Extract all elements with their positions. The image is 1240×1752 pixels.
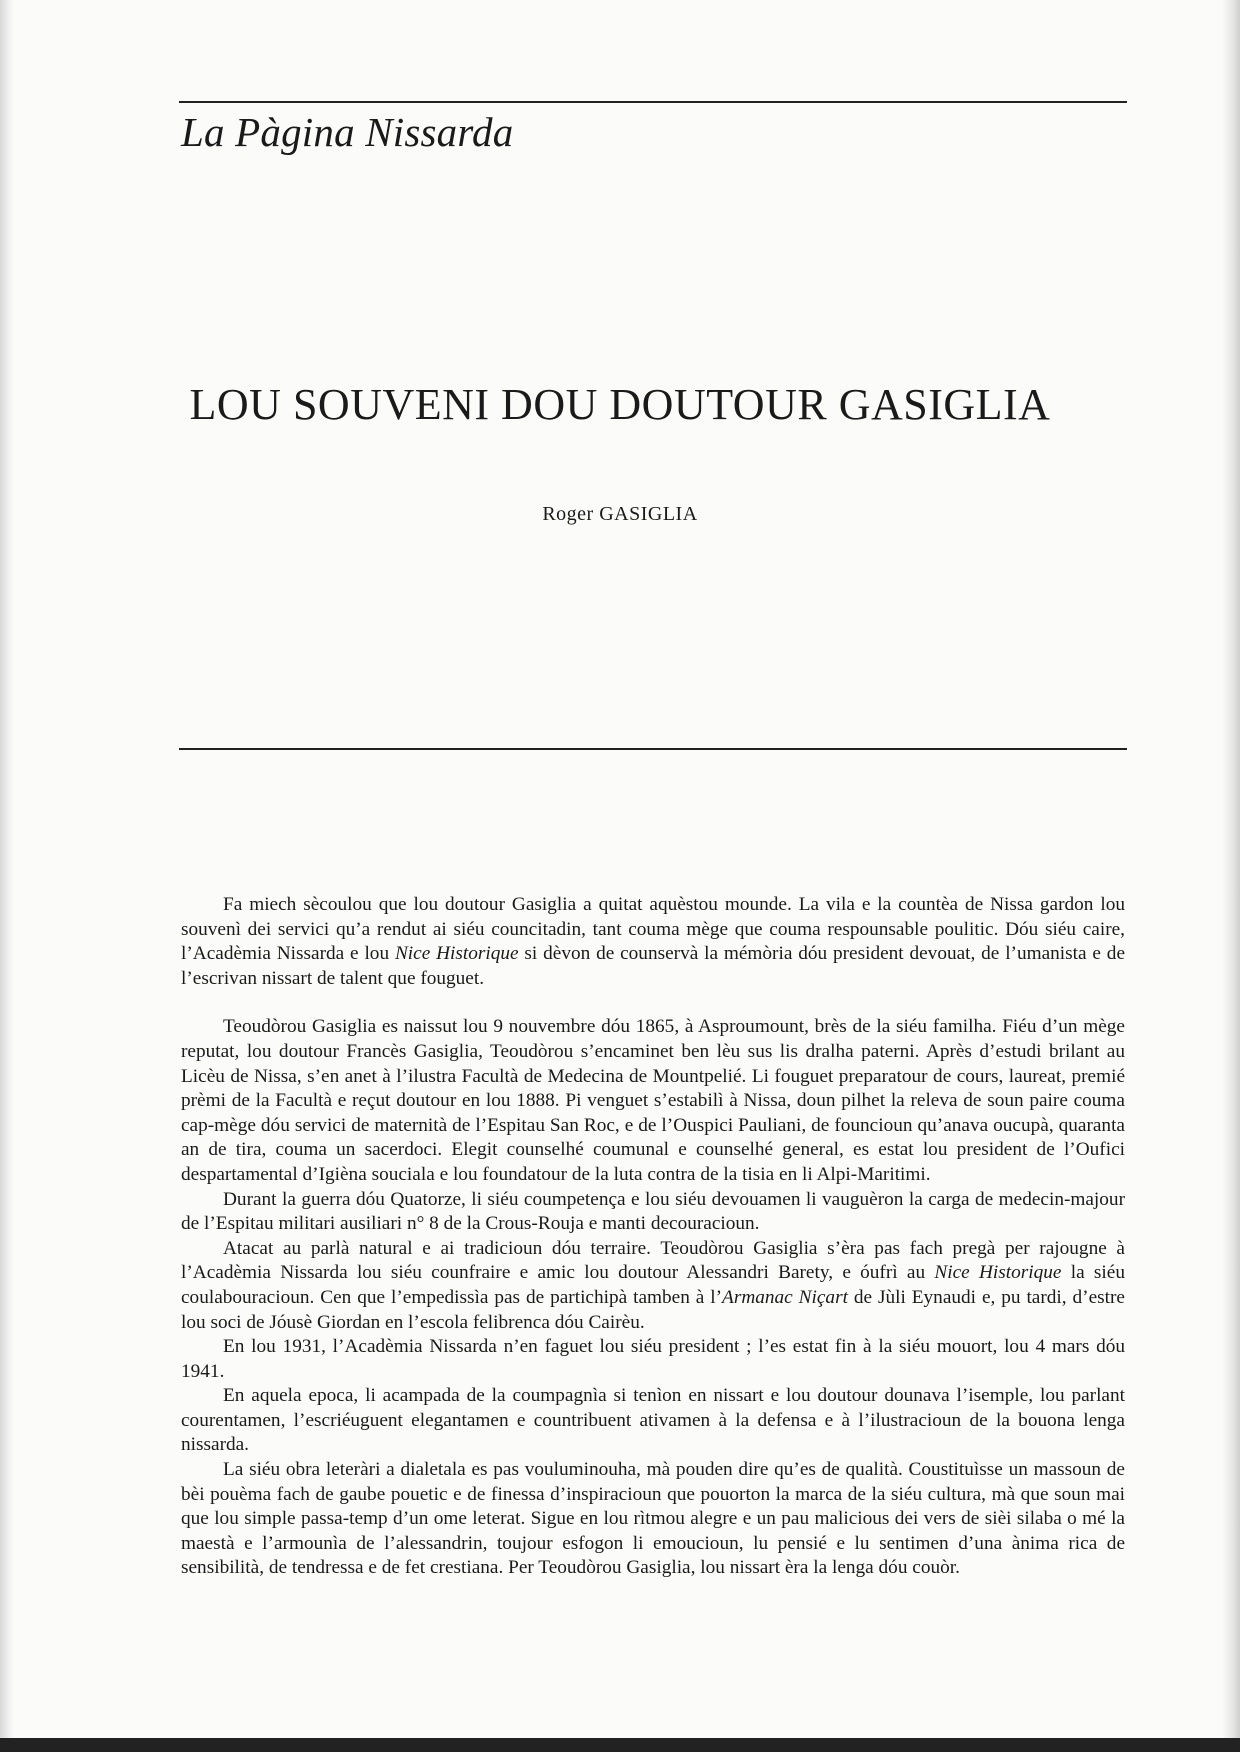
paragraph-literary-work <box>181 1458 1125 1581</box>
paragraph-text: de Jùli Eynaudi e, pu tardi, d’estre lou soci de Jóusè Giordan en l’escola felibrenca dóu Cairèu. <box>181 1286 1125 1333</box>
paragraph-text: la siéu coulabouracioun. Cen que l’empedissìa pas de partichipà tamben à l’ <box>181 1262 1125 1308</box>
paragraph-text: Fa miech sècoulou que lou doutour Gasiglia a quitat aquèstou mounde. La vila e la countèa de Nissa gardon lou souvenì dei servici qu’a rendut ai siéu councitadin, tant couma mège que couma respounsable poulitic. Dóu siéu caire, l’Acadèmia Nissarda e lou <box>181 894 1125 965</box>
paragraph-text: Durant la guerra dóu Quatorze, li siéu coumpetença e lou siéu devouamen li vauguèron la carga de medecin-majour de l’Espitau militari ausiliari n° 8 de la Crous-Rouja e manti decouracioun. <box>181 1188 1125 1235</box>
scan-border <box>0 1738 1240 1752</box>
article-body <box>181 893 1125 1581</box>
journal-title-italic: Nice Historique <box>934 1262 1062 1284</box>
section-title: La Pàgina Nissarda <box>181 109 514 155</box>
page-edge <box>1222 0 1240 1752</box>
paragraph-text: En aquela epoca, li acampada de la coumpagnìa si tenìon en nissart e lou doutour dounava l’isemple, lou parlant courentamen, l’escriéuguent elegantamen e countribuent ativamen à la defensa e à l’ilustracioun de la bouona lenga nissarda. <box>181 1385 1125 1456</box>
paragraph-epoch <box>181 1384 1125 1458</box>
paragraph-text: Atacat au parlà natural e ai tradicioun dóu terraire. Teoudòrou Gasiglia s’èra pas fach pregà per rajougne à l’Acadèmia Nissarda lou siéu counfraire e amic lou doutour Alessandri Barety, e óufrì au <box>181 1237 1125 1284</box>
paragraph-intro <box>181 893 1125 991</box>
header-rule <box>179 101 1127 103</box>
paragraph-presidency <box>181 1335 1125 1384</box>
paragraph-war <box>181 1188 1125 1237</box>
paragraph-text: si dèvon de counservà la mémòria dóu president devouat, de l’umanista e de l’escrivan nissart de talent que fouguet. <box>181 943 1126 989</box>
paragraph-text: La siéu obra leteràri a dialetala es pas vouluminouha, mà pouden dire qu’es de qualità. Coustituìsse un massoun de bèi pouèma fach de gaube pouetic e de finessa d’inspiracioun que pouorton la marca de la siéu cultura, mà que soun mai que lou simple passa-temp d’un ome leterat. Sigue en lou rìtmou alegre e un pau malicious dei vers de sièi silaba o mé la maestà e l’armounìa de l’alessandrin, toujour esfogon li emoucioun, lu pensié e lu sentimen d’una ànima rica de sensibilità, de tendressa e de fet crestiana. Per Teoudòrou Gasiglia, lou nissart èra la lenga dóu couòr. <box>181 1459 1125 1579</box>
paragraph-biography <box>181 1015 1125 1187</box>
article-author: Roger GASIGLIA <box>542 503 698 525</box>
page-binding-shadow <box>0 0 14 1752</box>
paragraph-text: Teoudòrou Gasiglia es naissut lou 9 nouvembre dóu 1865, à Asproumount, brès de la siéu familha. Fiéu d’un mège reputat, lou doutour Francès Gasiglia, Teoudòrou s’encaminet ben lèu sus lis dralha paterni. Après d’estudi brilant au Licèu de Nissa, s’en anet à l’ilustra Facultà de Medecina de Mountpelié. Li fouguet preparatour de cours, laureat, premié prèmi de la Facultà e reçut doutour en lou 1888. Pi venguet s’estabilì à Nissa, doun pilhet la releva de soun paire couma cap-mège dóu servici de maternità de l’Espitau San Roc, e de l’Ouspici Pauliani, de founcioun qu’anava oucupà, quaranta an de tira, couma un sacerdoci. Elegit counselhé coumunal e counselhé general, es estat lou president de l’Oufici despartamental d’Igièna souciala e lou foundatour de la luta contra de la tisia en li Alpi-Maritimi. <box>181 1016 1125 1185</box>
paragraph-academy <box>181 1237 1125 1335</box>
paragraph-text: En lou 1931, l’Acadèmia Nissarda n’en faguet lou siéu president ; l’es estat fin à la siéu mouort, lou 4 mars dóu 1941. <box>181 1336 1125 1382</box>
article-title: LOU SOUVENI DOU DOUTOUR GASIGLIA <box>189 380 1051 429</box>
journal-title-italic: Nice Historique <box>394 943 519 965</box>
almanac-title-italic: Armanac Niçart <box>722 1286 848 1308</box>
title-separator-rule <box>179 748 1127 750</box>
